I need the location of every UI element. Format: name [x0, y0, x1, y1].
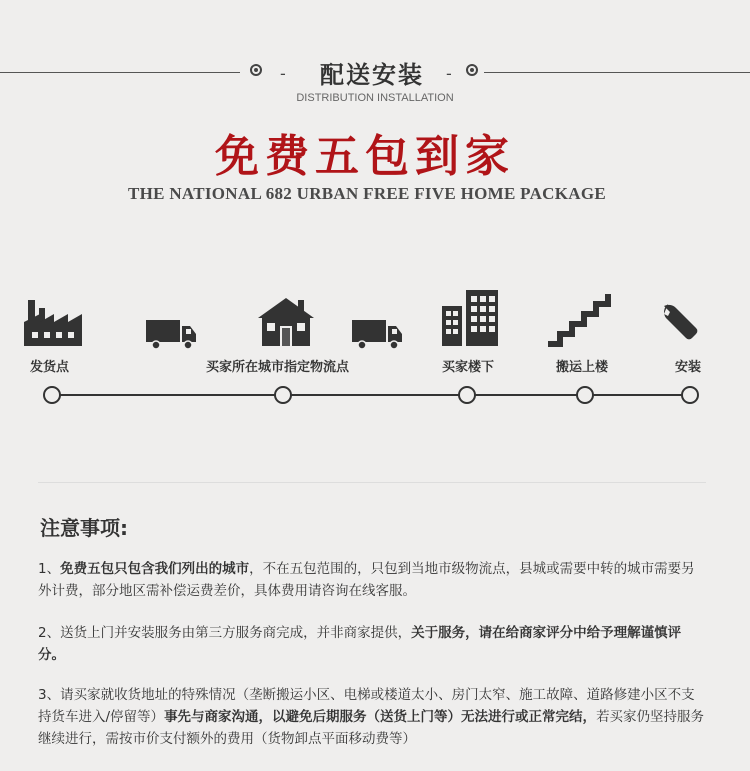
note-bold: 关于服务，请在给商家评分中给予理解谨慎评分。	[38, 625, 682, 663]
note-text: ，不在五包范围的，只包到当地市级物流点，县城或需要中转的城市需要另外计费，部分地区需补偿运费差价，具体费用请咨询在线客服。	[38, 561, 695, 599]
banner-english: THE NATIONAL 682 URBAN FREE FIVE HOME PACKAGE	[127, 184, 607, 203]
stairs-icon	[546, 288, 612, 348]
header-ornament-right-icon	[466, 64, 478, 76]
step-label-origin: 发货点	[30, 360, 70, 375]
note-text: 请买家就收货地址的特殊情况（垄断搬运小区、电梯或楼道太小、房门太窄、施工故障、道路修建小区不支持货车进入/停留等）	[38, 687, 695, 725]
step-label-downstairs: 买家楼下	[442, 360, 495, 375]
timeline-node	[43, 386, 61, 404]
note-bold: 事先与商家沟通，以避免后期服务（送货上门等）无法进行或正常完结，	[164, 709, 597, 725]
process-timeline	[50, 394, 690, 396]
timeline-node	[274, 386, 292, 404]
building-icon	[440, 288, 500, 348]
truck-icon	[146, 318, 198, 350]
banner-headline: 免费五包到家	[215, 131, 515, 182]
header-dash-right: -	[446, 64, 452, 83]
notes-title: 注意事项:	[40, 516, 128, 540]
wrench-icon	[662, 302, 702, 342]
factory-icon	[22, 296, 84, 348]
note-bold: 免费五包只包含我们列出的城市	[60, 561, 250, 577]
header-ornament-left-icon	[250, 64, 262, 76]
section-title: 配送安装	[320, 61, 424, 89]
note-item	[38, 684, 708, 750]
timeline-node	[681, 386, 699, 404]
note-number: 3、	[38, 687, 61, 703]
note-number: 1、	[38, 561, 61, 577]
note-text: 送货上门并安装服务由第三方服务商完成，并非商家提供，	[60, 625, 412, 641]
step-label-install: 安装	[675, 360, 702, 375]
step-label-city-depot: 买家所在城市指定物流点	[206, 360, 350, 375]
note-item	[38, 558, 708, 602]
section-subtitle: DISTRIBUTION INSTALLATION	[296, 92, 454, 104]
timeline-node	[576, 386, 594, 404]
truck-icon	[352, 318, 404, 350]
note-text: 若买家仍坚持服务继续进行，需按市价支付额外的费用（货物卸点平面移动费等）	[38, 709, 705, 747]
note-item	[38, 622, 708, 666]
timeline-node	[458, 386, 476, 404]
header-line-right	[484, 72, 750, 73]
step-label-carry-up: 搬运上楼	[556, 360, 609, 375]
section-divider	[38, 482, 706, 483]
header-dash-left: -	[280, 64, 286, 83]
header-line-left	[0, 72, 240, 73]
note-number: 2、	[38, 625, 61, 641]
house-icon	[258, 296, 314, 348]
